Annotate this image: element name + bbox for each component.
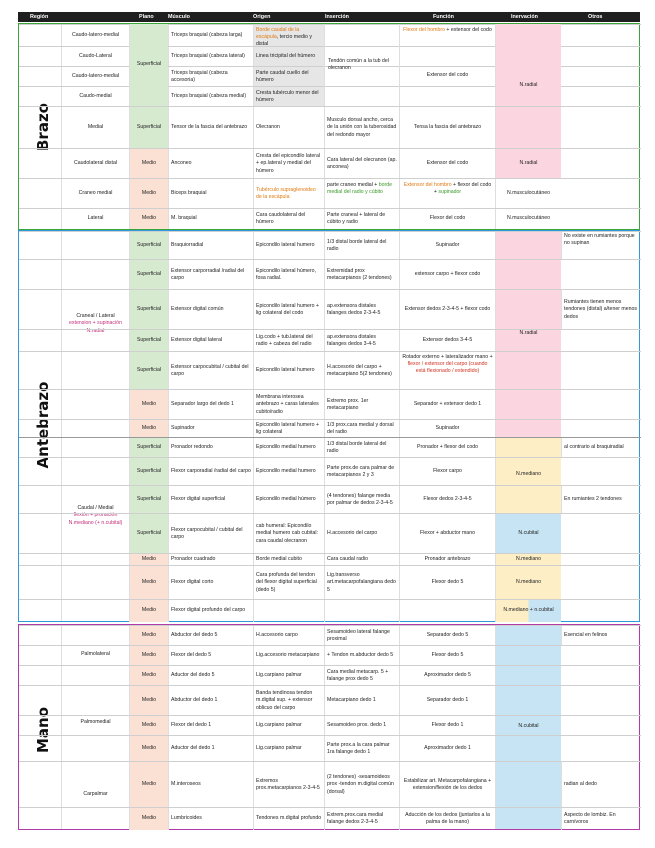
group-label: Craneo medial (61, 179, 129, 209)
plano-cell: Superficial (129, 24, 168, 106)
plano-cell: Superficial (129, 514, 168, 554)
funcion-text: Rotador externo + lateralizador mano + (402, 354, 493, 360)
section-mano (18, 624, 640, 830)
origen-cell: Epicondilo lateral humero (253, 352, 324, 390)
funcion-cell: Pronador antebrazo (399, 554, 495, 566)
table-row (19, 715, 641, 736)
inervacion-cell: N.musculocutáneo (495, 179, 561, 209)
musculo-cell: Flexor del dedo 1 (168, 716, 253, 736)
plano-cell: Medio (129, 646, 168, 666)
header-plano: Plano (139, 14, 154, 20)
inervacion-cell: N.mediano + n.cubital (495, 600, 561, 622)
table-row (19, 389, 641, 420)
plano-cell: Superficial (129, 352, 168, 390)
funcion-cell: Estabilizar art. Metacarpofalangiana + extension/flexión de los dedos (399, 762, 495, 808)
table-row (19, 735, 641, 762)
group-label: Caudo-latero-medial (61, 25, 129, 47)
plano-cell: Medio (129, 420, 168, 438)
funcion-cell: Extensor dedos 3-4-5 (399, 330, 495, 352)
musculo-cell: Flexor carporadial /radial del carpo (168, 458, 253, 486)
funcion-text: + flexor del codo + (433, 182, 492, 196)
funcion-cell: Aproximador dedo 5 (399, 666, 495, 686)
origen-cell: Membrana interosea antebrazo + caras laterales cubito/radio (253, 390, 324, 420)
insercion-cell: Extrem.prox.cara medial falange dedos 2-3-4-5 (324, 808, 399, 830)
insercion-cell: Parte prox.de cara palmar de metacarpianos 2 y 3 (324, 458, 399, 486)
funcion-cell (399, 179, 495, 209)
origen-cell: Linea tricipital del húmero (253, 47, 324, 67)
header-insercion: Inserción (325, 14, 349, 20)
origen-cell: Epicondilo lateral humero + lig colateral del codo (253, 290, 324, 330)
origen-cell: Lig.codo + tub.lateral del radio + cabeza del radio (253, 330, 324, 352)
group-label: Caudo-medial (61, 87, 129, 107)
funcion-cell (399, 352, 495, 390)
insercion-cell: Metacarpiano dedo 1 (324, 686, 399, 716)
insercion-cell: H.accesorio del carpo (324, 514, 399, 554)
otros-cell: Esencial en felinos (561, 626, 639, 646)
musculo-cell: Tensor de la fascia del antebrazo (168, 107, 253, 149)
musculo-cell: M.interoseos (168, 762, 253, 808)
table-row (19, 807, 641, 830)
musculo-cell: Abductor del dedo 5 (168, 626, 253, 646)
group-title: Caudal / Medial (77, 505, 114, 511)
table-header (18, 12, 640, 22)
origen-cell: Cara profunda del tendon del flexor digital superficial (dedo 5) (253, 566, 324, 600)
table-row (19, 665, 641, 686)
plano-cell: Medio (129, 808, 168, 830)
musculo-cell: Extensor carpocubital / cubital del carpo (168, 352, 253, 390)
inervacion-cell: N.mediano (495, 566, 561, 600)
musculo-cell: Pronador redondo (168, 438, 253, 458)
group-label: Palmomedial (61, 685, 129, 761)
origen-cell: Extremos prox.metacarpianos 2-3-4-5 (253, 762, 324, 808)
group-action: flexión + pronación (73, 512, 118, 519)
origen-cell: Epicondilo lateral humero + lig colateral (253, 420, 324, 438)
musculo-cell: Separador largo del dedo 1 (168, 390, 253, 420)
musculo-cell: Flexor carpocubital / cubital del carpo (168, 514, 253, 554)
funcion-cell: Flexor dedo 5 (399, 566, 495, 600)
section-title-mano: Mano (34, 706, 52, 754)
insercion-cell: Cara medial metacarp. 5 + falange prox dedo 5 (324, 666, 399, 686)
insercion-cell: Extremo prox. 1er metacarpiano (324, 390, 399, 420)
insercion-cell: 1/3 prox.cara medial y dorsal del radio (324, 420, 399, 438)
funcion-cell (399, 600, 495, 622)
funcion-cell: Supinador (399, 420, 495, 438)
origen-cell: Parte caudal cuello del húmero (253, 67, 324, 87)
table-row (19, 485, 641, 514)
musculo-cell: Triceps braquial (cabeza lateral) (168, 47, 253, 67)
inervacion-cell: N.cubital (495, 514, 561, 554)
insercion-cell: Parte prox.a la cara palmar 1ra falange dedo 1 (324, 736, 399, 762)
plano-cell: Superficial (129, 458, 168, 486)
funcion-highlight: Flexor del hombro (403, 27, 445, 33)
origen-cell: Epicondilo lateral húmero, fosa radial. (253, 260, 324, 290)
insercion-cell: H.accesorio del carpo + metacarpiano 5(2 tendones) (324, 352, 399, 390)
origen-cell: Tubérculo supraglenoideo de la escápula (253, 179, 324, 209)
funcion-cell: Supinador (399, 232, 495, 260)
plano-cell: Superficial (129, 330, 168, 352)
section-title-antebrazo: Antebrazo (34, 381, 52, 469)
origen-cell: Borde medial cubito (253, 554, 324, 566)
group-label: Caudolateral distal (61, 149, 129, 179)
origen-cell: cab humeral: Epicondilo medial humero cab cubital: cara caudal olecranon (253, 514, 324, 554)
musculo-cell: Pronador cuadrado (168, 554, 253, 566)
musculo-cell: Flexor digital corto (168, 566, 253, 600)
funcion-cell: Pronador + flexor del codo (399, 438, 495, 458)
musculo-cell: Aductor del dedo 1 (168, 736, 253, 762)
plano-cell: Medio (129, 179, 168, 209)
musculo-cell: Extensor carporradial /radial del carpo (168, 260, 253, 290)
table-row (19, 685, 641, 716)
origen-cell: H.accesorio carpo (253, 626, 324, 646)
plano-cell: Medio (129, 762, 168, 808)
group-title: Craneal / Lateral (76, 313, 115, 319)
plano-cell: Medio (129, 686, 168, 716)
otros-cell: En rumiantes 2 tendones (561, 486, 639, 514)
funcion-cell: Separador + extensor dedo 1 (399, 390, 495, 420)
otros-cell: No existe en rumiantes porque no supinan (561, 232, 639, 260)
header-inervacion: Inervación (511, 14, 538, 20)
insercion-cell: Cara caudal radio (324, 554, 399, 566)
table-row (19, 289, 641, 330)
plano-cell: Medio (129, 566, 168, 600)
musculo-cell: Extensor digital común (168, 290, 253, 330)
musculo-cell: Biceps braquial (168, 179, 253, 209)
funcion-text: + extensor del codo (444, 27, 492, 33)
plano-cell: Superficial (129, 107, 168, 149)
table-row (19, 208, 641, 229)
insercion-highlight: borde medial del radio y cúbito (327, 182, 393, 196)
musculo-cell: Abductor del dedo 1 (168, 686, 253, 716)
group-label: Caudo-latero-medial (61, 67, 129, 87)
table-row (19, 178, 641, 209)
origen-cell (253, 600, 324, 622)
inervacion-cell: N.mediano (495, 437, 561, 513)
group-nerve: N.radial (86, 327, 105, 334)
plano-cell: Medio (129, 554, 168, 566)
musculo-cell: M. braquial (168, 209, 253, 229)
origen-cell: Epicondilo medial humero (253, 458, 324, 486)
otros-cell: Rumiantes tienen menos tendones (distal) a/tener menos dedos (561, 290, 639, 330)
origen-cell: Banda tendinosa tendon m.digital sup. + extensor oblicuo del carpo (253, 686, 324, 716)
table-row (19, 565, 641, 600)
section-antebrazo (18, 230, 640, 622)
header-musculo: Músculo (168, 14, 190, 20)
header-region: Región (30, 14, 49, 20)
funcion-cell: Flexor dedos 2-3-4-5 (399, 486, 495, 514)
insercion-cell: + Tendon m.abductor dedo 5 (324, 646, 399, 666)
insercion-cell: 1/3 distal borde lateral del radio (324, 232, 399, 260)
table-row (19, 419, 641, 438)
table-row (19, 625, 641, 646)
origen-highlight: Borde caudal de la escápula (256, 27, 300, 41)
funcion-cell: Tensa la fascia del antebrazo (399, 107, 495, 149)
insercion-text: parte craneo medial + (327, 182, 379, 188)
musculo-cell: Aductor del dedo 5 (168, 666, 253, 686)
table-row (19, 437, 641, 458)
musculo-cell: Flexor del dedo 5 (168, 646, 253, 666)
insercion-cell: (2 tendones) -sesamoideos prox -tendon m.digital común (dorsal) (324, 762, 399, 808)
plano-cell: Medio (129, 626, 168, 646)
table-row (19, 259, 641, 290)
origen-text: , tercio medio y distal (256, 34, 312, 47)
origen-cell: Lig.carpiano palmar (253, 666, 324, 686)
insercion-cell: (4 tendones) falange media por palmar de dedos 2-3-4-5 (324, 486, 399, 514)
insercion-cell (324, 600, 399, 622)
musculo-cell: Lumbricoides (168, 808, 253, 830)
funcion-cell: Extensor del codo (399, 46, 495, 106)
table-row (19, 645, 641, 666)
plano-cell: Medio (129, 390, 168, 420)
insercion-cell: 1/3 distal borde lateral del radio (324, 438, 399, 458)
funcion-cell: Separador dedo 5 (399, 626, 495, 646)
origen-cell: Cara caudolateral del húmero (253, 209, 324, 229)
funcion-cell: Flexor carpo (399, 458, 495, 486)
table-row (19, 599, 641, 622)
header-funcion: Función (433, 14, 454, 20)
header-origen: Origen (253, 14, 271, 20)
insercion-cell: Tendón común a la tub del olecranon (324, 24, 399, 106)
musculo-cell: Supinador (168, 420, 253, 438)
origen-cell: Lig.carpiano palmar (253, 736, 324, 762)
group-action: extension + supinación (69, 320, 122, 327)
musculo-cell: Triceps braquial (cabeza medial) (168, 87, 253, 107)
table-row (19, 351, 641, 390)
plano-cell: Medio (129, 149, 168, 179)
origen-cell: Epicondilo medial húmero (253, 486, 324, 514)
otros-cell: Aspecto de lombiz. En carnívoros (561, 808, 639, 830)
musculo-cell: Anconeo (168, 149, 253, 179)
plano-cell: Superficial (129, 438, 168, 458)
plano-cell: Medio (129, 600, 168, 622)
insercion-cell: Sesamoideo lateral falange proximal (324, 626, 399, 646)
funcion-cell: Flexor dedo 5 (399, 646, 495, 666)
funcion-cell: Extensor dedos 2-3-4-5 + flexor codo (399, 290, 495, 330)
header-otros: Otros (588, 14, 603, 20)
origen-cell: Cresta del epicondilo lateral + ep.lateral y medial del húmero (253, 149, 324, 179)
table-row (19, 513, 641, 554)
group-nerve: N.mediano (+ n.cubital) (68, 519, 123, 526)
plano-cell: Medio (129, 666, 168, 686)
group-label: Lateral (61, 209, 129, 229)
section-brazo (18, 23, 640, 230)
funcion-cell: Aducción de los dedos (juntarlos a la palma de la mano) (399, 808, 495, 830)
group-label: Medial (61, 107, 129, 149)
inervacion-cell: N.musculocutáneo (495, 209, 561, 229)
plano-cell: Superficial (129, 290, 168, 330)
insercion-cell: Lig.transverso art.metacarpofalangiana dedo 5 (324, 566, 399, 600)
insercion-cell: ap.extensora distales falanges dedos 2-3-4-5 (324, 290, 399, 330)
section-title-brazo: Brazo (34, 103, 52, 151)
musculo-cell: Triceps braquial (cabeza accesoria) (168, 67, 253, 87)
inervacion-cell: N.radial (495, 149, 561, 179)
funcion-cell: Flexor del codo (399, 209, 495, 229)
otros-cell: al contrario al braquiradial (561, 438, 639, 458)
funcion-cell: Flexor dedo 1 (399, 716, 495, 736)
inervacion-cell: N.radial (495, 231, 561, 437)
musculo-cell: Flexor digital profundo del carpo (168, 600, 253, 622)
insercion-cell: Musculo dorsal ancho, cerca de la unión con la tuberosidad del redondo mayor (324, 107, 399, 149)
table-row (19, 761, 641, 808)
insercion-cell: Cara lateral del olecranon (ap. anconea) (324, 149, 399, 179)
insercion-cell: Extremidad prox metacarpianos (2 tendones) (324, 260, 399, 290)
origen-cell: Lig.accesorio metacarpiano (253, 646, 324, 666)
funcion-cell: Extensor del codo (399, 149, 495, 179)
funcion-cell: extensor carpo + flexor codo (399, 260, 495, 290)
plano-cell: Medio (129, 209, 168, 229)
funcion-cell: Separador dedo 1 (399, 686, 495, 716)
origen-cell: Epicondilo lateral humero (253, 232, 324, 260)
musculo-cell: Flexor digital superficial (168, 486, 253, 514)
origen-cell: Lig.carpiano palmar (253, 716, 324, 736)
plano-cell: Superficial (129, 232, 168, 260)
table-row (19, 231, 641, 260)
musculo-cell: Braquiorradial (168, 232, 253, 260)
group-label: Caudo-Lateral (61, 47, 129, 67)
insercion-cell (324, 179, 399, 209)
plano-cell: Medio (129, 736, 168, 762)
table-row (19, 457, 641, 486)
funcion-cell (399, 24, 495, 46)
group-label: Palmolateral (61, 625, 129, 685)
plano-cell: Superficial (129, 260, 168, 290)
otros-cell: radian al dedo (561, 762, 639, 808)
inervacion-cell: N.radial (495, 24, 561, 148)
table-row (19, 148, 641, 179)
table-row (19, 329, 641, 352)
musculo-cell: Extensor digital lateral (168, 330, 253, 352)
origen-cell: Epicondilo medial humero (253, 438, 324, 458)
origen-cell: Cresta tubérculo menor del húmero (253, 87, 324, 107)
funcion-cell: Aproximador dedo 1 (399, 736, 495, 762)
plano-cell: Superficial (129, 486, 168, 514)
funcion-highlight: flexor / extensor del carpo (cuando está flexionado / extendido) (407, 361, 488, 375)
inervacion-cell: N.cubital (495, 625, 561, 829)
group-label: Carpalmar (61, 761, 129, 829)
insercion-cell: Parte craneal + lateral de cúbito y radio (324, 209, 399, 229)
origen-cell (253, 25, 324, 47)
funcion-cell: Flexor + abductor mano (399, 514, 495, 554)
insercion-cell: ap.extensora distales falanges dedos 3-4-5 (324, 330, 399, 352)
table-row (19, 106, 641, 149)
funcion-highlight: Extensor del hombro (403, 182, 452, 188)
origen-cell: Tendones m.digital profundo (253, 808, 324, 830)
origen-cell: Olecranon (253, 107, 324, 149)
inervacion-cell: N.mediano (495, 554, 561, 566)
insercion-cell: Sesamoideo prox. dedo 1 (324, 716, 399, 736)
musculo-cell: Triceps braquial (cabeza larga) (168, 25, 253, 47)
funcion-highlight: supinador (438, 189, 462, 196)
plano-cell: Medio (129, 716, 168, 736)
